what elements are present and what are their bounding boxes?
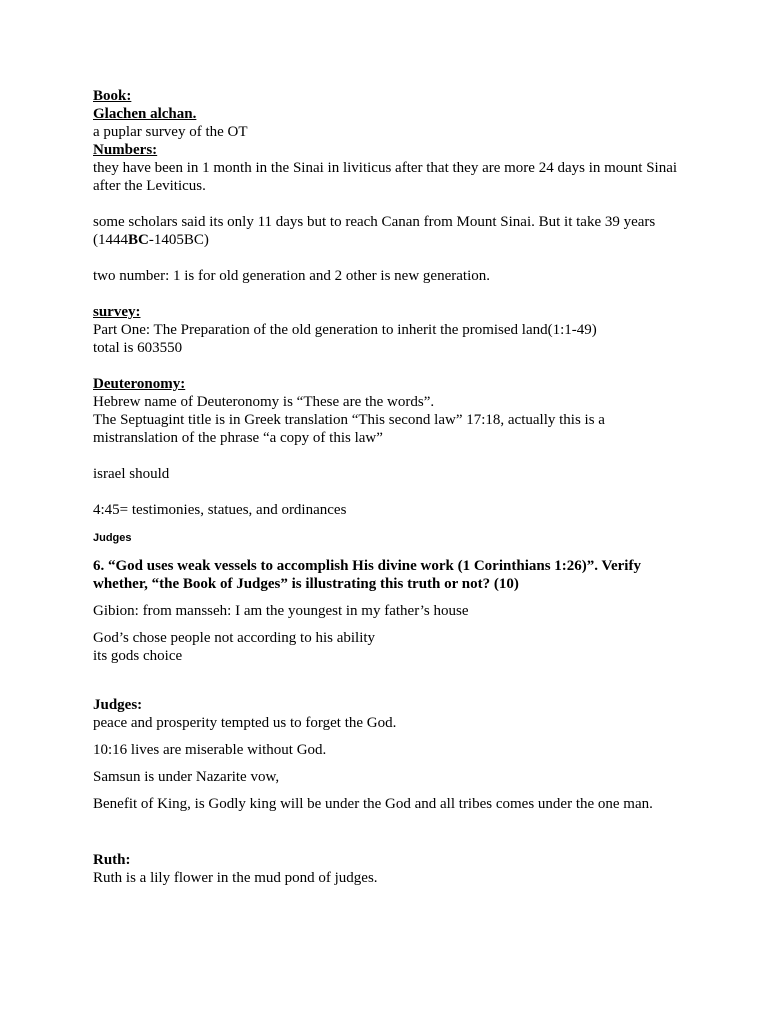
numbers-paragraph-2: some scholars said its only 11 days but to reach Canan from Mount Sinai. But it take 39 years bbox=[93, 214, 656, 230]
ruth-line-1: Ruth is a lily flower in the mud pond of judges. bbox=[93, 870, 378, 886]
dates-open: (1444 bbox=[93, 232, 128, 248]
ruth-heading: Ruth: bbox=[93, 852, 131, 868]
numbers-paragraph-3: two number: 1 is for old generation and 2 other is new generation. bbox=[93, 268, 490, 284]
author-heading: Glachen alchan. bbox=[93, 106, 197, 122]
judges-small-heading: Judges bbox=[93, 532, 132, 544]
deuteronomy-heading: Deuteronomy: bbox=[93, 376, 186, 392]
question-6: 6. “God uses weak vessels to accomplish His divine work (1 Corinthians 1:26)”. Verify whether, “the Book of Judges” is illustrating this truth or not? (10) bbox=[93, 558, 641, 592]
deuteronomy-line-3: israel should bbox=[93, 466, 170, 482]
answer-2-line-1: God’s chose people not according to his ability bbox=[93, 630, 376, 646]
deuteronomy-line-1: Hebrew name of Deuteronomy is “These are the words”. bbox=[93, 394, 435, 410]
numbers-dates bbox=[93, 231, 693, 249]
judges-heading: Judges: bbox=[93, 697, 143, 713]
survey-line-2: total is 603550 bbox=[93, 340, 183, 356]
deuteronomy-line-4: 4:45= testimonies, statues, and ordinances bbox=[93, 502, 347, 518]
survey-heading: survey: bbox=[93, 304, 141, 320]
dates-bold: BC bbox=[128, 232, 149, 248]
answer-1: Gibion: from mansseh: I am the youngest in my father’s house bbox=[93, 603, 469, 619]
judges-line-1: peace and prosperity tempted us to forget the God. bbox=[93, 715, 397, 731]
dates-close: -1405BC) bbox=[148, 232, 209, 248]
numbers-paragraph-1: they have been in 1 month in the Sinai in liviticus after that they are more 24 days in mount Sinai after the Leviticus. bbox=[93, 160, 678, 194]
judges-line-2: 10:16 lives are miserable without God. bbox=[93, 742, 327, 758]
survey-line-1: Part One: The Preparation of the old generation to inherit the promised land(1:1-49) bbox=[93, 322, 597, 338]
judges-line-3: Samsun is under Nazarite vow, bbox=[93, 769, 280, 785]
judges-line-4: Benefit of King, is Godly king will be under the God and all tribes comes under the one man. bbox=[93, 796, 653, 812]
numbers-heading: Numbers: bbox=[93, 142, 158, 158]
answer-2-line-2: its gods choice bbox=[93, 648, 183, 664]
deuteronomy-line-2: The Septuagint title is in Greek translation “This second law” 17:18, actually this is a mistranslation of the phrase “a copy of this law” bbox=[93, 412, 605, 446]
book-heading: Book: bbox=[93, 88, 132, 104]
document-page bbox=[93, 87, 693, 887]
subtitle: a puplar survey of the OT bbox=[93, 124, 248, 140]
